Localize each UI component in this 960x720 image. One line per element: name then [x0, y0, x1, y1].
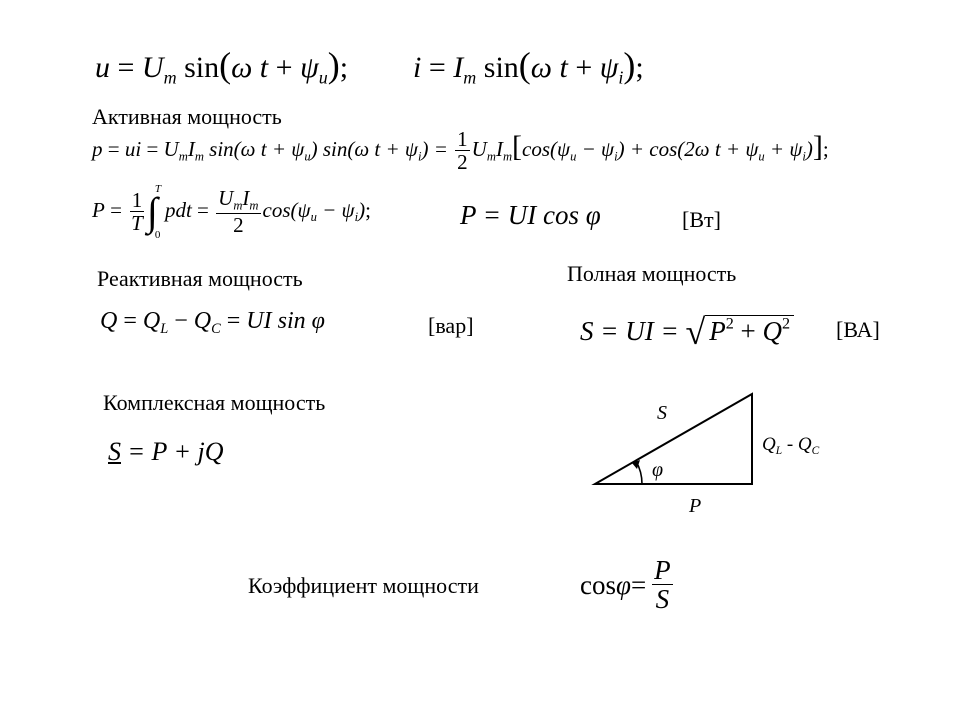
- complex-power-heading: Комплексная мощность: [103, 390, 326, 415]
- power-factor-heading: Коэффициент мощности: [248, 573, 479, 598]
- triangle-label-q: $Q_L - Q_C$: [762, 434, 820, 457]
- apparent-power-heading: Полная мощность: [567, 261, 737, 286]
- reactive-power-heading: Реактивная мощность: [97, 266, 303, 291]
- active-power-unit: [Вт]: [682, 207, 721, 232]
- power-factor-formula: cos φ = $\frac{P}{S}$: [580, 555, 671, 615]
- reactive-power-formula: $Q = Q_L - Q_C$ = UI sin φ: [100, 308, 325, 338]
- sqrt-sign: √: [685, 312, 706, 352]
- integral-sign: ∫: [146, 189, 158, 234]
- active-power-simple: P = UI cos φ: [460, 200, 601, 230]
- triangle-label-phi: φ: [652, 459, 664, 481]
- complex-power-formula: S = P + jQ: [108, 437, 224, 466]
- voltage-formula: $u = U_m$ sin(ω $t + \psi_u$);: [95, 45, 349, 88]
- apparent-power-unit: [ВА]: [836, 317, 880, 342]
- triangle-shape: [595, 394, 752, 484]
- triangle-label-s: S: [657, 402, 667, 424]
- triangle-label-p: P: [689, 495, 702, 517]
- average-power-formula: P = $\frac{1}{T}$ ∫ T 0 pdt = $\frac{U_mI_m}{2}$ $\cos(\psi_u - \psi_i)$;: [92, 183, 371, 241]
- current-formula: $i = I_m$ sin(ω $t + \psi_i$);: [413, 45, 644, 88]
- active-power-heading: Активная мощность: [92, 104, 282, 129]
- apparent-power-formula: S = UI = √ $P^2 + Q^2$: [580, 307, 794, 349]
- reactive-power-unit: [вар]: [428, 313, 474, 338]
- instant-power-formula: p = ui = $U_mI_m$ sin(ω $t + \psi_u$) sin(ω $t + \psi_i$) = $\frac{1}{2}$ $U_mI_m[\cos(\psi_u - \psi_i) + \cos(2\omega$ $t + \psi_u + \psi_i$)];: [92, 127, 829, 175]
